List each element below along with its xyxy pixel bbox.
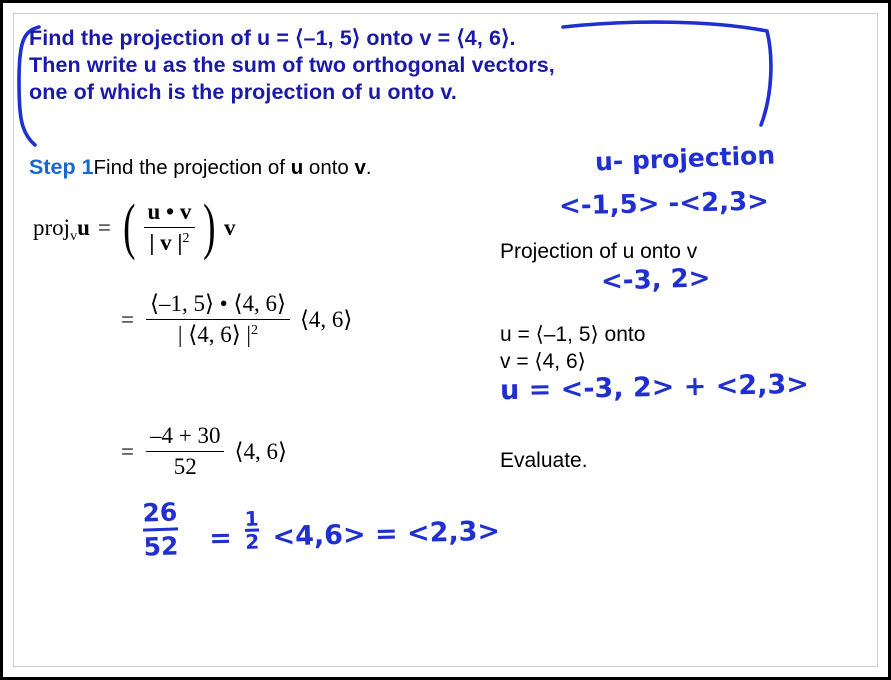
- trailing-vector-v-1: v: [224, 214, 236, 240]
- handwritten-one-half: [244, 506, 260, 554]
- fraction-2-denominator: [174, 320, 262, 348]
- handwritten-fraction-numerator: 26: [141, 497, 178, 528]
- handwritten-half-denominator: 2: [245, 529, 260, 554]
- note-projection-of-u-onto-v: Projection of u onto v: [500, 240, 698, 263]
- proj-subscript-v: v: [70, 228, 78, 244]
- equals-sign-1: =: [97, 214, 111, 240]
- note-given-vectors: [500, 321, 645, 375]
- fraction-2-denominator-exp: 2: [251, 323, 259, 338]
- problem-line-2: Then write u as the sum of two orthogonal vectors,: [29, 53, 555, 77]
- step-label: Step 1: [29, 155, 94, 179]
- math-line-3: [121, 423, 287, 480]
- problem-line-1: Find the projection of u = ⟨–1, 5⟩ onto v = ⟨4, 6⟩.: [29, 26, 516, 50]
- math-line-1: [33, 192, 236, 261]
- step-text-middle: onto: [303, 156, 355, 179]
- handwritten-fraction-denominator: 52: [143, 530, 179, 562]
- handwritten-vector-2-3: <2,3>: [406, 515, 501, 550]
- proj-argument-u: u: [77, 214, 90, 240]
- math-line-2: [121, 291, 352, 348]
- note-given-u: u = ⟨–1, 5⟩ onto: [500, 323, 646, 346]
- handwritten-equals-2: =: [374, 518, 399, 550]
- trailing-vector-3: ⟨4, 6⟩: [234, 438, 287, 464]
- proj-text: proj: [33, 214, 71, 240]
- handwritten-scalar-multiply-line: [208, 502, 500, 554]
- note-evaluate: Evaluate.: [500, 449, 588, 472]
- fraction-2-numerator: ⟨–1, 5⟩ • ⟨4, 6⟩: [146, 291, 290, 320]
- step-heading: [29, 155, 372, 180]
- fraction-1-denominator-exp: 2: [182, 231, 190, 246]
- fraction-2-denominator-text: | ⟨4, 6⟩ |: [177, 322, 252, 347]
- handwritten-fraction-26-52: [142, 497, 179, 561]
- handwritten-vector-4-6: <4,6>: [272, 519, 367, 553]
- equals-sign-3: =: [121, 438, 134, 464]
- right-paren-1: ): [203, 192, 216, 261]
- step-vector-u: u: [290, 156, 304, 179]
- problem-statement: [29, 25, 729, 106]
- step-vector-v: v: [354, 156, 366, 179]
- trailing-vector-2: ⟨4, 6⟩: [299, 306, 353, 332]
- fraction-1-numerator: u • v: [144, 199, 196, 228]
- equals-sign-2: =: [121, 306, 134, 332]
- problem-line-3: one of which is the projection of u onto v.: [29, 80, 457, 104]
- fraction-3-numerator: –4 + 30: [146, 423, 224, 452]
- handwritten-result-vector: <-3, 2>: [600, 263, 711, 297]
- step-text-before: Find the projection of: [93, 156, 291, 179]
- handwritten-u-sum-decomposition: u = <-3, 2> + <2,3>: [499, 368, 810, 407]
- handwritten-difference-vectors: <-1,5> -<2,3>: [558, 186, 770, 222]
- fraction-2: [146, 291, 290, 348]
- handwritten-equals-1: =: [208, 522, 233, 555]
- fraction-1-denominator: [145, 228, 193, 256]
- fraction-1: [144, 199, 196, 256]
- fraction-3-denominator: 52: [173, 454, 197, 479]
- note-given-v: v = ⟨4, 6⟩: [500, 350, 586, 373]
- fraction-1-denominator-text: | v |: [149, 230, 183, 255]
- left-paren-1: (: [122, 192, 136, 261]
- fraction-3: [146, 423, 224, 480]
- proj-operator: [33, 214, 90, 244]
- handwritten-half-numerator: 1: [244, 506, 259, 531]
- handwritten-u-projection: u- projection: [594, 140, 776, 177]
- step-text-after: .: [365, 156, 372, 179]
